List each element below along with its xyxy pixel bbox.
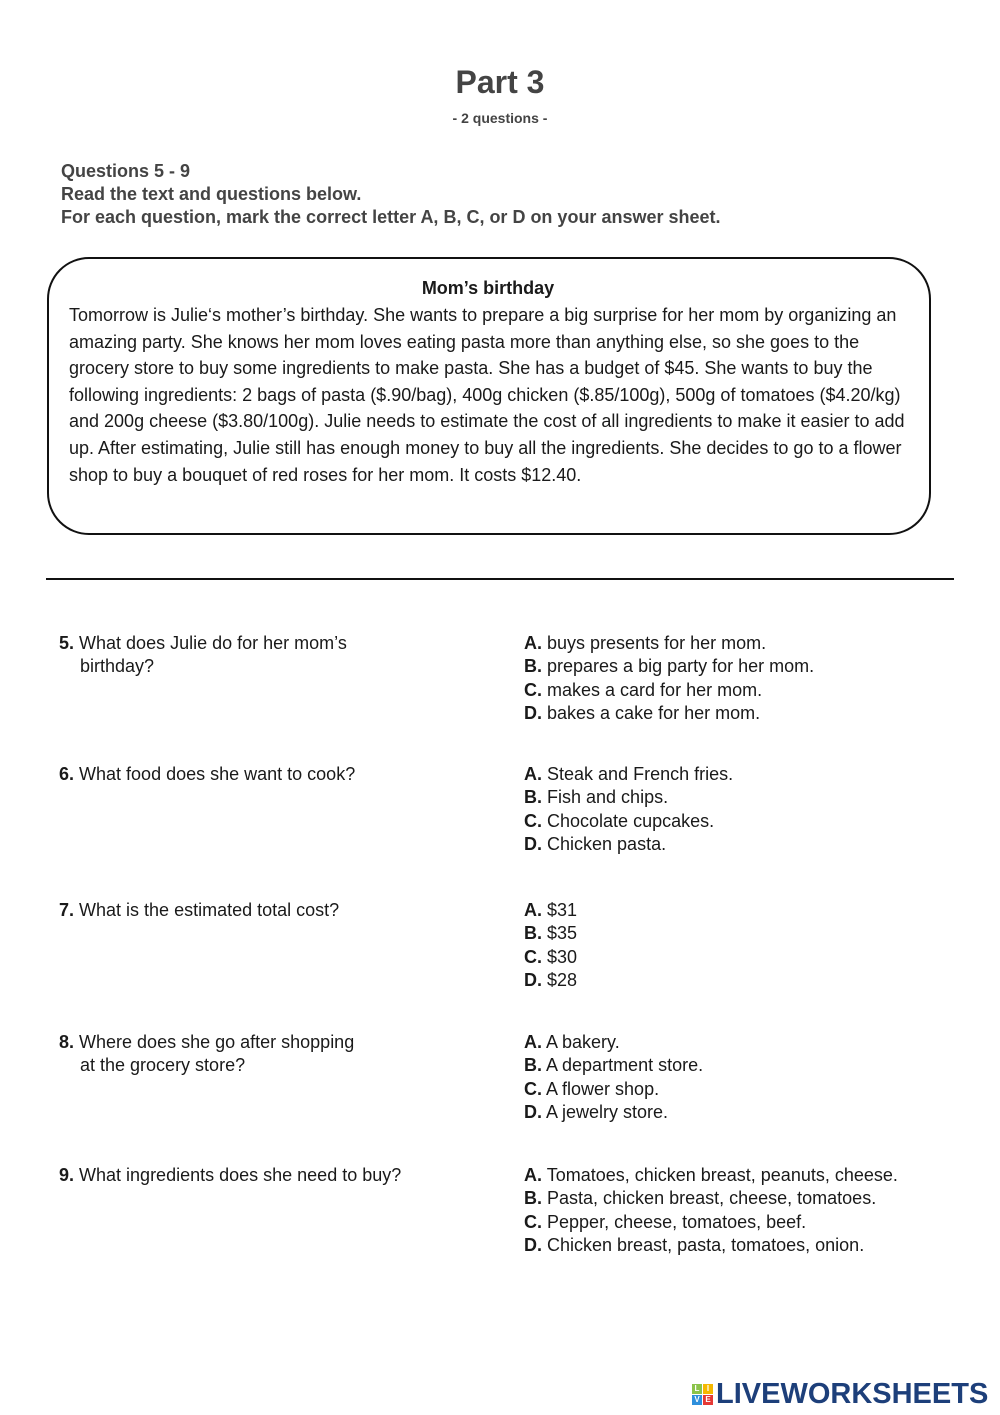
- option-text: Tomatoes, chicken breast, peanuts, cheese.: [546, 1165, 898, 1185]
- option-letter: A.: [524, 1032, 542, 1052]
- passage-text: Tomorrow is Julie‘s mother’s birthday. She wants to prepare a big surprise for her mom by organizing an amazing party. She knows her mom loves eating pasta more than anything else, so she goes to the grocery store to buy some ingredients to make pasta. She has a budget of $45. She wants to buy the following ingredients: 2 bags of pasta ($.90/bag), 400g chicken ($.85/100g), 500g of tomatoes ($4.20/kg) and 200g cheese ($3.80/100g). Julie needs to estimate the cost of all ingredients to make it easier to add up. After estimating, Julie still has enough money to buy all the ingredients. She decides to go to a flower shop to buy a bouquet of red roses for her mom. It costs $12.40.: [69, 305, 905, 485]
- instruction-line: For each question, mark the correct letter A, B, C, or D on your answer sheet.: [61, 207, 721, 227]
- question-number: 8.: [59, 1032, 75, 1052]
- logo-block: L: [692, 1384, 702, 1394]
- option-text: A bakery.: [546, 1032, 620, 1052]
- option-text: bakes a cake for her mom.: [547, 702, 761, 723]
- option-text: Steak and French fries.: [547, 764, 734, 784]
- question-9: [59, 1164, 459, 1187]
- option-text: Chicken pasta.: [547, 833, 667, 854]
- option-text: A jewelry store.: [546, 1101, 669, 1122]
- option-letter: B.: [524, 923, 542, 944]
- logo-block: I: [703, 1384, 713, 1394]
- question-number: 9.: [59, 1165, 75, 1185]
- option-text: buys presents for her mom.: [547, 633, 767, 653]
- option-letter: C.: [524, 1078, 542, 1099]
- options-9: [524, 1164, 994, 1257]
- option-text: A department store.: [546, 1055, 704, 1076]
- answer-option[interactable]: [524, 1054, 994, 1077]
- option-text: Chicken breast, pasta, tomatoes, onion.: [547, 1234, 865, 1255]
- option-text: $35: [547, 923, 578, 944]
- option-letter: D.: [524, 969, 542, 990]
- option-letter: B.: [524, 1188, 542, 1209]
- question-text: What ingredients does she need to buy?: [79, 1165, 402, 1185]
- logo-blocks-icon: [692, 1384, 713, 1405]
- option-text: Pasta, chicken breast, cheese, tomatoes.: [547, 1188, 877, 1209]
- question-text: What is the estimated total cost?: [79, 900, 340, 920]
- logo-block: V: [692, 1395, 702, 1405]
- option-text: Fish and chips.: [547, 787, 669, 808]
- option-letter: C.: [524, 1211, 542, 1232]
- logo-text: LIVEWORKSHEETS: [716, 1378, 989, 1410]
- answer-option[interactable]: [524, 1101, 994, 1124]
- liveworksheets-logo: [692, 1378, 988, 1411]
- page-subtitle: - 2 questions -: [452, 110, 548, 126]
- option-letter: C.: [524, 810, 542, 831]
- options-5: [524, 632, 994, 725]
- option-text: A flower shop.: [546, 1078, 660, 1099]
- instruction-line: Questions 5 - 9: [61, 161, 191, 181]
- option-letter: B.: [524, 656, 542, 677]
- answer-option[interactable]: [524, 632, 994, 655]
- answer-option[interactable]: [524, 679, 994, 702]
- option-text: Chocolate cupcakes.: [547, 810, 715, 831]
- question-7: [59, 899, 459, 922]
- question-number: 6.: [59, 764, 75, 784]
- option-letter: D.: [524, 702, 542, 723]
- answer-option[interactable]: [524, 946, 994, 969]
- question-number: 7.: [59, 900, 75, 920]
- answer-option[interactable]: [524, 969, 994, 992]
- answer-option[interactable]: [524, 1187, 994, 1210]
- question-text-cont: birthday?: [80, 656, 155, 677]
- options-6: [524, 763, 994, 856]
- option-text: $28: [547, 969, 578, 990]
- page-title: Part 3: [455, 64, 545, 100]
- instruction-line: Read the text and questions below.: [61, 184, 362, 204]
- answer-option[interactable]: [524, 1078, 994, 1101]
- option-letter: A.: [524, 1165, 542, 1185]
- answer-option[interactable]: [524, 1164, 994, 1187]
- answer-option[interactable]: [524, 786, 994, 809]
- question-text: What does Julie do for her mom’s: [79, 633, 347, 653]
- options-7: [524, 899, 994, 992]
- divider: [46, 578, 954, 580]
- option-letter: C.: [524, 946, 542, 967]
- answer-option[interactable]: [524, 702, 994, 725]
- answer-option[interactable]: [524, 1234, 994, 1257]
- question-text: What food does she want to cook?: [79, 764, 356, 784]
- answer-option[interactable]: [524, 922, 994, 945]
- option-letter: C.: [524, 679, 542, 700]
- logo-block: E: [703, 1395, 713, 1405]
- question-6: [59, 763, 459, 786]
- option-letter: D.: [524, 1234, 542, 1255]
- answer-option[interactable]: [524, 763, 994, 786]
- question-text-cont: at the grocery store?: [80, 1055, 246, 1076]
- option-text: Pepper, cheese, tomatoes, beef.: [547, 1211, 807, 1232]
- option-letter: A.: [524, 900, 542, 920]
- option-text: prepares a big party for her mom.: [547, 656, 815, 677]
- option-text: $31: [547, 900, 578, 920]
- answer-option[interactable]: [524, 1211, 994, 1234]
- question-5: [59, 632, 459, 679]
- option-letter: D.: [524, 833, 542, 854]
- answer-option[interactable]: [524, 899, 994, 922]
- answer-option[interactable]: [524, 655, 994, 678]
- option-letter: B.: [524, 1055, 542, 1076]
- option-letter: B.: [524, 787, 542, 808]
- answer-option[interactable]: [524, 833, 994, 856]
- question-number: 5.: [59, 633, 75, 653]
- passage-title: Mom’s birthday: [421, 278, 555, 298]
- option-text: $30: [547, 946, 578, 967]
- question-8: [59, 1031, 459, 1078]
- question-text: Where does she go after shopping: [79, 1032, 355, 1052]
- option-letter: A.: [524, 764, 542, 784]
- answer-option[interactable]: [524, 1031, 994, 1054]
- instructions: [61, 160, 721, 229]
- option-text: makes a card for her mom.: [547, 679, 763, 700]
- options-8: [524, 1031, 994, 1124]
- option-letter: A.: [524, 633, 542, 653]
- answer-option[interactable]: [524, 810, 994, 833]
- option-letter: D.: [524, 1101, 542, 1122]
